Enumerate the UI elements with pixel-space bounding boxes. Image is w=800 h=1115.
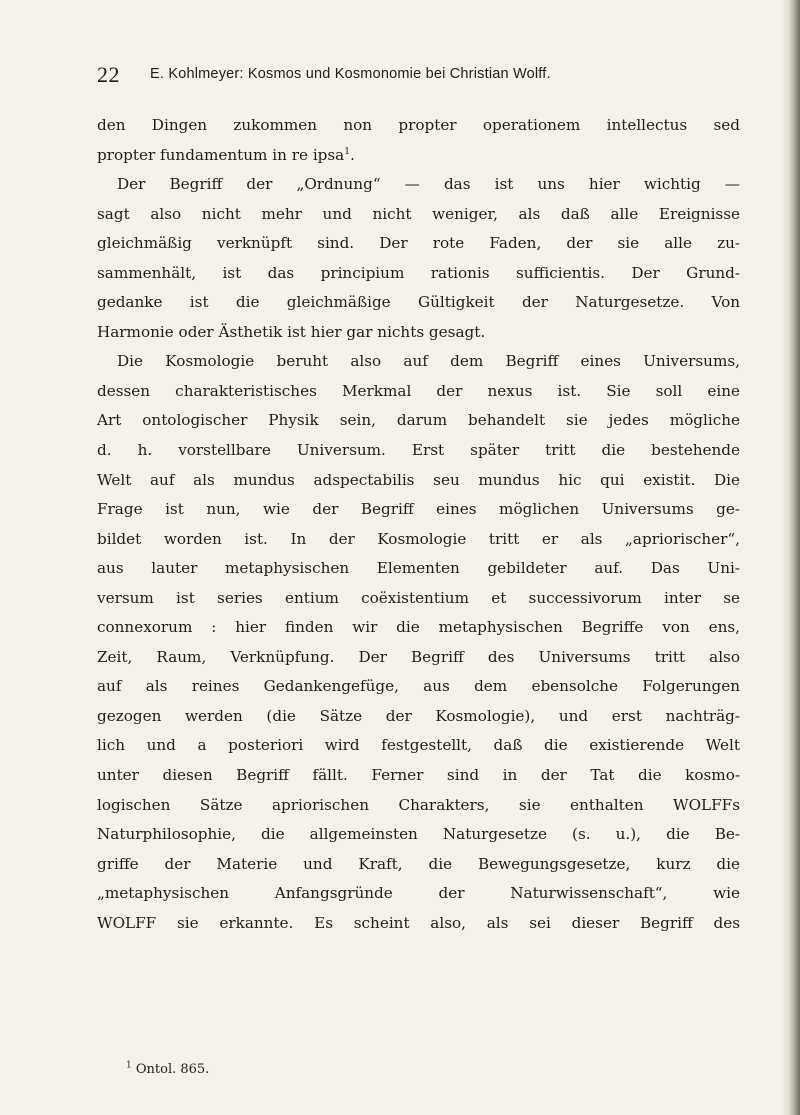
text-line: Der Begriff der „Ordnung“ — das ist uns hier wichtig — — [117, 175, 740, 194]
footnote-marker: 1 — [126, 1060, 132, 1071]
text-line: d. h. vorstellbare Universum. Erst später tritt die bestehende — [97, 441, 740, 460]
footnote — [126, 1062, 209, 1077]
footnote-text: Ontol. 865. — [135, 1062, 210, 1077]
text-line: lich und a posteriori wird festgestellt, daß die existierende Welt — [97, 736, 740, 755]
text-line: Die Kosmologie beruht also auf dem Begriff eines Universums, — [117, 352, 740, 371]
page-header — [97, 62, 737, 92]
text-line: logischen Sätze apriorischen Charakters, sie enthalten WOLFFs — [97, 795, 740, 814]
text-line: sammenhält, ist das principium rationis sufficientis. Der Grund- — [97, 263, 740, 282]
text-line: dessen charakteristisches Merkmal der nexus ist. Sie soll eine — [97, 381, 740, 400]
text-line: griffe der Materie und Kraft, die Bewegungsgesetze, kurz die — [97, 854, 740, 873]
text-line: „metaphysischen Anfangsgründe der Naturwissenschaft“, wie — [97, 884, 740, 903]
text-line: auf als reines Gedankengefüge, aus dem ebensolche Folgerungen — [97, 677, 740, 696]
text-line: bildet worden ist. In der Kosmologie tritt er als „apriorischer“, — [97, 529, 740, 548]
text-line: Zeit, Raum, Verknüpfung. Der Begriff des Universums tritt also — [97, 647, 740, 666]
text-line: connexorum : hier finden wir die metaphysischen Begriffe von ens, — [97, 618, 740, 637]
text-line: gedanke ist die gleichmäßige Gültigkeit der Naturgesetze. Von — [97, 293, 740, 312]
text-line: unter diesen Begriff fällt. Ferner sind in der Tat die kosmo- — [97, 766, 740, 785]
body-text — [97, 111, 740, 938]
text-line: WOLFF sie erkannte. Es scheint also, als sei dieser Begriff des — [97, 913, 740, 932]
text-line: versum ist series entium coëxistentium et successivorum inter se — [97, 588, 740, 607]
text-line: aus lauter metaphysischen Elementen gebildeter auf. Das Uni- — [97, 559, 740, 578]
text-line: Harmonie oder Ästhetik ist hier gar nichts gesagt. — [97, 322, 486, 341]
text-line: Frage ist nun, wie der Begriff eines möglichen Universums ge- — [97, 500, 740, 519]
text-line: den Dingen zukommen non propter operationem intellectus sed — [97, 116, 740, 134]
footnote-reference: 1 — [344, 146, 350, 157]
text-line: gleichmäßig verknüpft sind. Der rote Faden, der sie alle zu- — [97, 234, 740, 253]
sentence-period: . — [349, 145, 355, 164]
page-edge — [788, 0, 800, 1115]
text-line-content: propter fundamentum in re ipsa — [97, 145, 345, 164]
text-line: gezogen werden (die Sätze der Kosmologie), und erst nachträg- — [97, 706, 740, 725]
running-head: E. Kohlmeyer: Kosmos und Kosmonomie bei Christian Wolff. — [150, 66, 551, 82]
text-line: Art ontologischer Physik sein, darum behandelt sie jedes mögliche — [97, 411, 740, 430]
text-line — [97, 141, 740, 171]
text-line: Naturphilosophie, die allgemeinsten Naturgesetze (s. u.), die Be- — [97, 825, 740, 844]
text-line: sagt also nicht mehr und nicht weniger, als daß alle Ereignisse — [97, 204, 740, 223]
text-line: Welt auf als mundus adspectabilis seu mundus hic qui existit. Die — [97, 470, 740, 489]
page-number: 22 — [97, 62, 120, 87]
